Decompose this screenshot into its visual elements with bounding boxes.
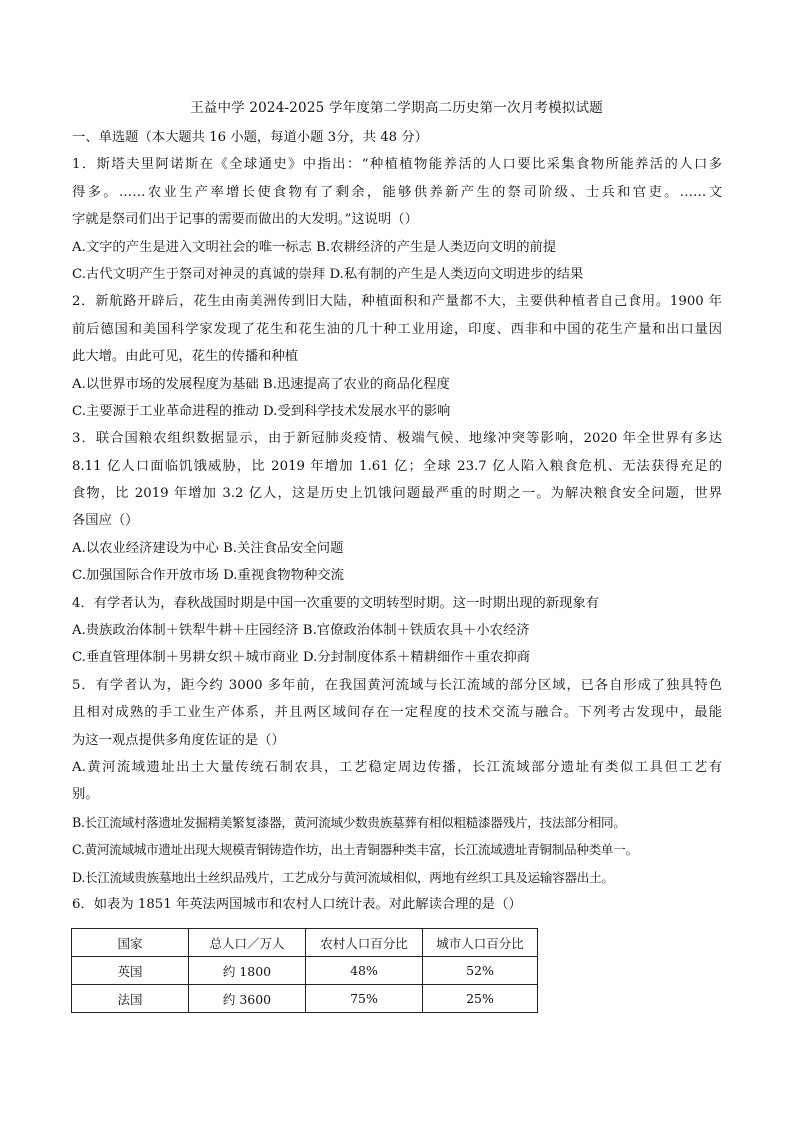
question-text-line: 1．斯塔夫里阿诺斯在《全球通史》中指出：“种植植物能养活的人口要比采集食物所能养活的人口多 <box>72 157 722 173</box>
question-1 <box>72 151 722 288</box>
table-header-cell: 城市人口百分比 <box>423 929 538 957</box>
answer-option-line: 别。 <box>72 787 99 803</box>
question-3 <box>72 425 722 589</box>
table-cell: 25% <box>423 985 538 1013</box>
table-cell: 48% <box>306 957 423 985</box>
question-text-line: 6．如表为 1851 年英法两国城市和农村人口统计表。对此解读合理的是（） <box>72 896 522 912</box>
question-text-line: 为这一观点提供多角度佐证的是（） <box>72 732 285 748</box>
table-header-cell: 国家 <box>72 929 189 957</box>
exam-content <box>72 124 722 918</box>
table-header-cell: 总人口／万人 <box>189 929 306 957</box>
question-text-line: 8.11 亿人口面临饥饿威胁，比 2019 年增加 1.61 亿；全球 23.7 亿人陷入粮食危机、无法获得充足的 <box>72 458 722 474</box>
table-header-row <box>72 929 538 957</box>
answer-option-line: C.加强国际合作开放市场 D.重视食物物种交流 <box>72 568 344 584</box>
table-cell: 52% <box>423 957 538 985</box>
answer-option-line: A.贵族政治体制＋铁犁牛耕＋庄园经济 B.官僚政治体制＋铁质农具＋小农经济 <box>72 623 530 639</box>
answer-option-line: A.以世界市场的发展程度为基础 B.迅速提高了农业的商品化程度 <box>72 376 450 392</box>
question-text-line: 食物，比 2019 年增加 3.2 亿人，这是历史上饥饿问题最严重的时期之一。为解决粮食安全问题，世界 <box>72 486 722 502</box>
answer-option-line: A.文字的产生是进入文明社会的唯一标志 B.农耕经济的产生是人类迈向文明的前提 <box>72 239 557 255</box>
question-text-line: 4．有学者认为，春秋战国时期是中国一次重要的文明转型时期。这一时期出现的新现象有 <box>72 595 600 611</box>
table-cell: 约 3600 <box>189 985 306 1013</box>
table-header-cell: 农村人口百分比 <box>306 929 423 957</box>
question-4 <box>72 590 722 672</box>
section-heading: 一、单选题（本大题共 16 小题，每道小题 3分，共 48 分） <box>72 130 428 145</box>
table-cell: 约 1800 <box>189 957 306 985</box>
question-6 <box>72 891 722 918</box>
answer-option-line: D.长江流域贵族墓地出土丝织品残片，工艺成分与黄河流域相似，两地有丝织工具及运输容器出土。 <box>72 869 614 885</box>
question-text-line: 3．联合国粮农组织数据显示，由于新冠肺炎疫情、极端气候、地缘冲突等影响，2020 年全世界有多达 <box>72 431 722 447</box>
answer-option-line: C.垂直管理体制＋男耕女织＋城市商业 D.分封制度体系＋精耕细作＋重农抑商 <box>72 650 531 666</box>
question-text-line: 各国应（） <box>72 513 139 529</box>
population-table <box>71 928 538 1013</box>
table-row <box>72 957 538 985</box>
table-row <box>72 985 538 1013</box>
question-text-line: 得多。……农业生产率增长使食物有了剩余，能够供养新产生的祭司阶级、士兵和官吏。……文 <box>72 184 722 200</box>
table-cell: 法国 <box>72 985 189 1013</box>
question-text-line: 2．新航路开辟后，花生由南美洲传到旧大陆，种植面积和产量都不大，主要供种植者自己食用。1900 年 <box>72 294 722 310</box>
answer-option-line: A.以农业经济建设为中心 B.关注食品安全问题 <box>72 540 344 556</box>
question-text-line: 且相对成熟的手工业生产体系，并且两区域间存在一定程度的技术交流与融合。下列考古发现中，最能 <box>72 705 722 721</box>
answer-option-line: B.长江流域村落遗址发掘精美繁复漆器，黄河流域少数贵族墓葬有相似粗糙漆器残片，技法部分相同。 <box>72 814 626 830</box>
question-2 <box>72 288 722 425</box>
table-cell: 75% <box>306 985 423 1013</box>
table-cell: 英国 <box>72 957 189 985</box>
answer-option-line: A.黄河流域遗址出土大量传统石制农具，工艺稳定周边传播，长江流域部分遗址有类似工具但工艺有 <box>72 759 722 775</box>
answer-option-line: C.黄河流域城市遗址出现大规模青铜铸造作坊，出土青铜器种类丰富，长江流域遗址青铜制品种类单一。 <box>72 842 638 858</box>
question-text-line: 字就是祭司们出于记事的需要而做出的大发明。”这说明（） <box>72 212 418 228</box>
question-text-line: 5．有学者认为，距今约 3000 多年前，在我国黄河流域与长江流域的部分区域，已各自形成了独具特色 <box>72 677 722 693</box>
question-text-line: 前后德国和美国科学家发现了花生和花生油的几十种工业用途，印度、西非和中国的花生产量和出口量因 <box>72 321 722 337</box>
answer-option-line: C.主要源于工业革命进程的推动 D.受到科学技术发展水平的影响 <box>72 403 451 419</box>
answer-option-line: C.古代文明产生于祭司对神灵的真诚的崇拜 D.私有制的产生是人类迈向文明进步的结果 <box>72 266 584 282</box>
question-text-line: 此大增。由此可见，花生的传播和种植 <box>72 349 299 365</box>
exam-title: 王益中学 2024-2025 学年度第二学期高二历史第一次月考模拟试题 <box>190 100 603 116</box>
question-5 <box>72 672 722 891</box>
